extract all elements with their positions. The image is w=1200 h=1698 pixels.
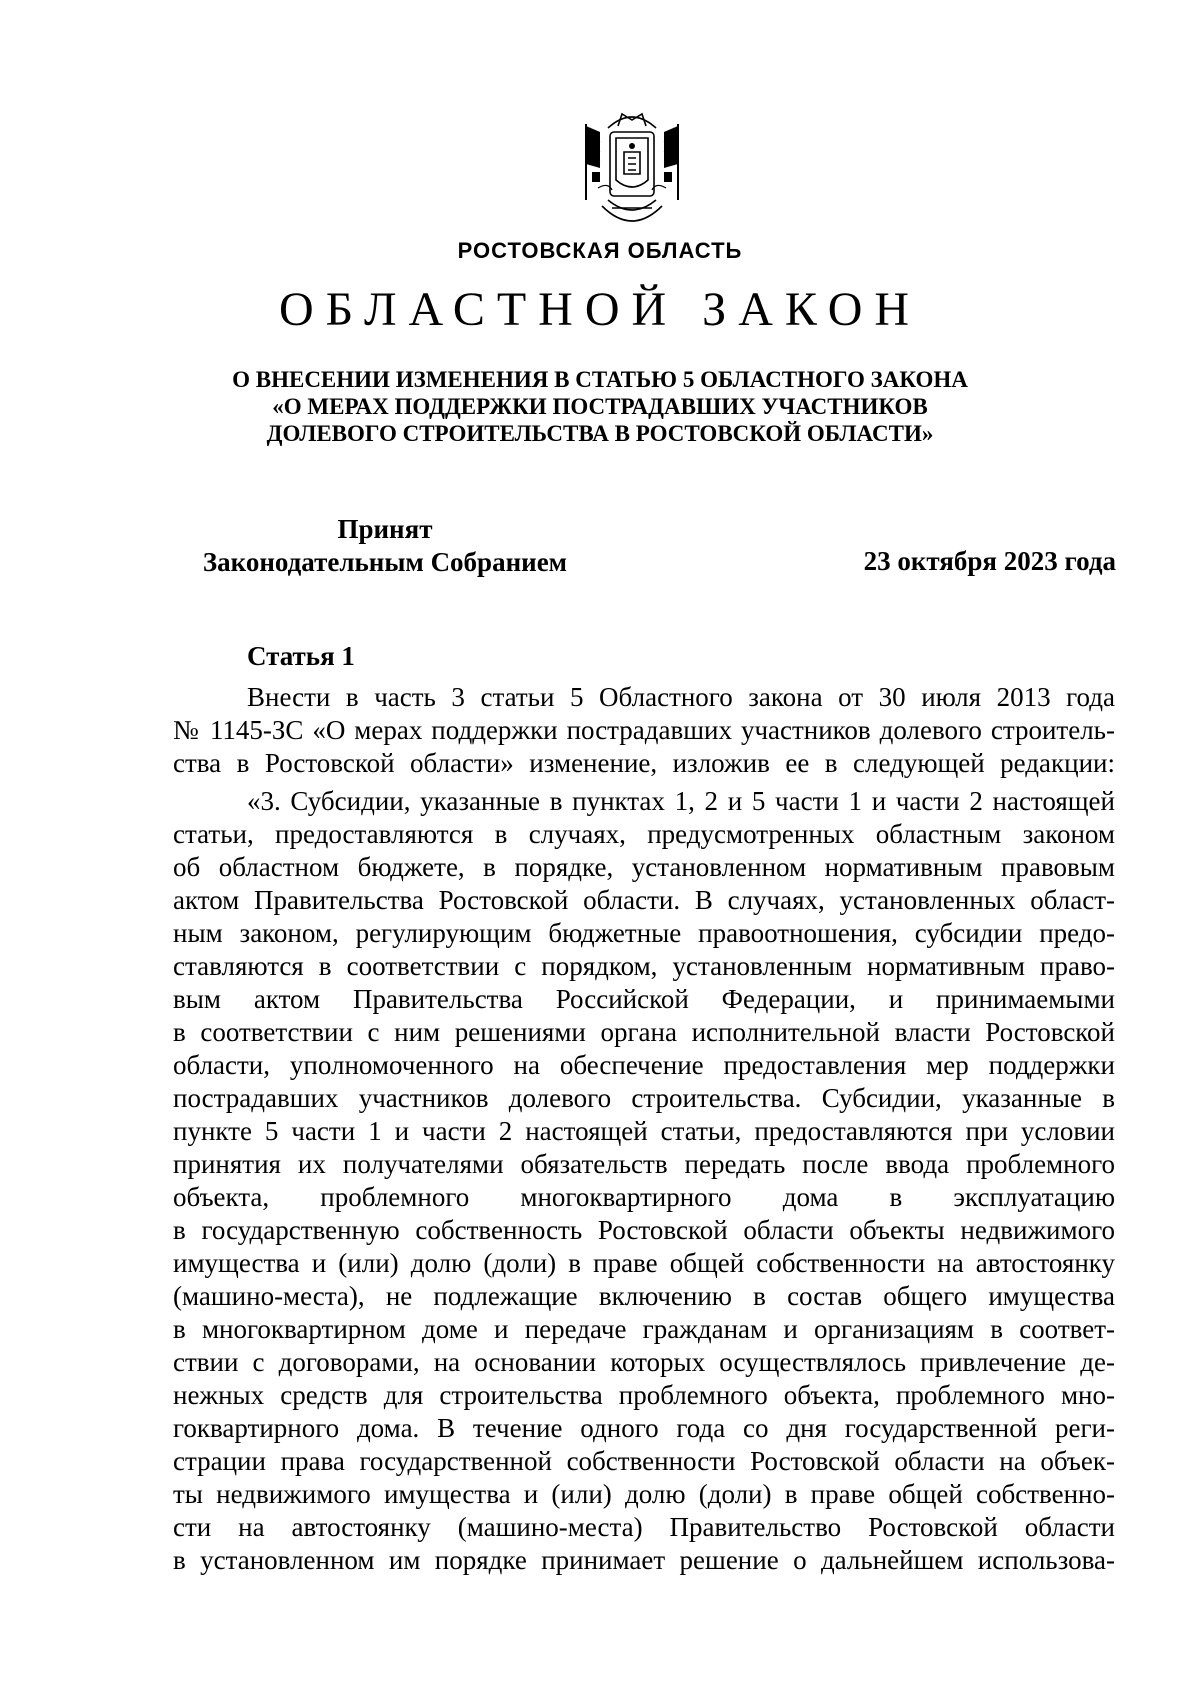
adoption-date: 23 октября 2023 года — [863, 546, 1116, 576]
paragraph-line: вым актом Правительства Российской Федерации, и принимаемыми — [173, 984, 1115, 1014]
paragraph-line: актом Правительства Ростовской области. В случаях, установленных област- — [173, 885, 1115, 915]
document-type-title: ОБЛАСТНОЙ ЗАКОН — [278, 283, 922, 336]
coat-of-arms-icon — [578, 108, 686, 240]
paragraph-line: «3. Субсидии, указанные в пунктах 1, 2 и 5 части 1 и части 2 настоящей — [247, 786, 1115, 816]
adoption-line: Законодательным Собранием — [202, 547, 568, 577]
paragraph-line: ства в Ростовской области» изменение, изложив ее в следующей редакции: — [173, 748, 1115, 778]
law-title-line: О ВНЕСЕНИИ ИЗМЕНЕНИЯ В СТАТЬЮ 5 ОБЛАСТНОГО ЗАКОНА — [232, 367, 968, 392]
region-name: РОСТОВСКАЯ ОБЛАСТЬ — [457, 238, 743, 263]
paragraph-line: в многоквартирном доме и передаче гражданам и организациям в соответ- — [173, 1314, 1115, 1344]
paragraph-line: № 1145-ЗС «О мерах поддержки пострадавших участников долевого строитель- — [173, 715, 1115, 745]
paragraph-line: ным законом, регулирующим бюджетные правоотношения, субсидии предо- — [173, 918, 1115, 948]
paragraph-line: Внести в часть 3 статьи 5 Областного закона от 30 июля 2013 года — [247, 682, 1115, 712]
article-heading: Статья 1 — [247, 641, 355, 671]
paragraph-line: пункте 5 части 1 и части 2 настоящей статьи, предоставляются при условии — [173, 1116, 1115, 1146]
paragraph-line: принятия их получателями обязательств передать после ввода проблемного — [173, 1149, 1115, 1179]
paragraph-line: статьи, предоставляются в случаях, предусмотренных областным законом — [173, 819, 1115, 849]
paragraph-line: об областном бюджете, в порядке, установленном нормативным правовым — [173, 852, 1115, 882]
paragraph-line: сти на автостоянку (машино-места) Правительство Ростовской области — [173, 1512, 1115, 1542]
paragraph-line: пострадавших участников долевого строительства. Субсидии, указанные в — [173, 1083, 1115, 1113]
paragraph-line: в государственную собственность Ростовской области объекты недвижимого — [173, 1215, 1115, 1245]
paragraph-line: объекта, проблемного многоквартирного дома в эксплуатацию — [173, 1182, 1115, 1212]
paragraph-line: (машино-места), не подлежащие включению в состав общего имущества — [173, 1281, 1115, 1311]
paragraph-line: ставляются в соответствии с порядком, установленным нормативным право- — [173, 951, 1115, 981]
paragraph-line: страции права государственной собственности Ростовской области на объек- — [173, 1446, 1115, 1476]
paragraph-line: гоквартирного дома. В течение одного года со дня государственной реги- — [173, 1413, 1115, 1443]
paragraph-line: области, уполномоченного на обеспечение предоставления мер поддержки — [173, 1050, 1115, 1080]
law-title — [0, 366, 1200, 447]
paragraph-line: ты недвижимого имущества и (или) долю (доли) в праве общей собственно- — [173, 1479, 1115, 1509]
law-title-line: ДОЛЕВОГО СТРОИТЕЛЬСТВА В РОСТОВСКОЙ ОБЛАСТИ» — [266, 421, 934, 446]
paragraph-line: ствии с договорами, на основании которых осуществлялось привлечение де- — [173, 1347, 1115, 1377]
article-body — [173, 681, 1115, 1577]
paragraph-line: нежных средств для строительства проблемного объекта, проблемного мно- — [173, 1380, 1115, 1410]
paragraph-line: в соответствии с ним решениями органа исполнительной власти Ростовской — [173, 1017, 1115, 1047]
adoption-line: Принят — [337, 514, 433, 544]
paragraph-line: в установленном им порядке принимает решение о дальнейшем использова- — [173, 1545, 1115, 1575]
adoption-block — [175, 513, 595, 579]
paragraph-line: имущества и (или) долю (доли) в праве общей собственности на автостоянку — [173, 1248, 1115, 1278]
law-title-line: «О МЕРАХ ПОДДЕРЖКИ ПОСТРАДАВШИХ УЧАСТНИКОВ — [272, 394, 928, 419]
